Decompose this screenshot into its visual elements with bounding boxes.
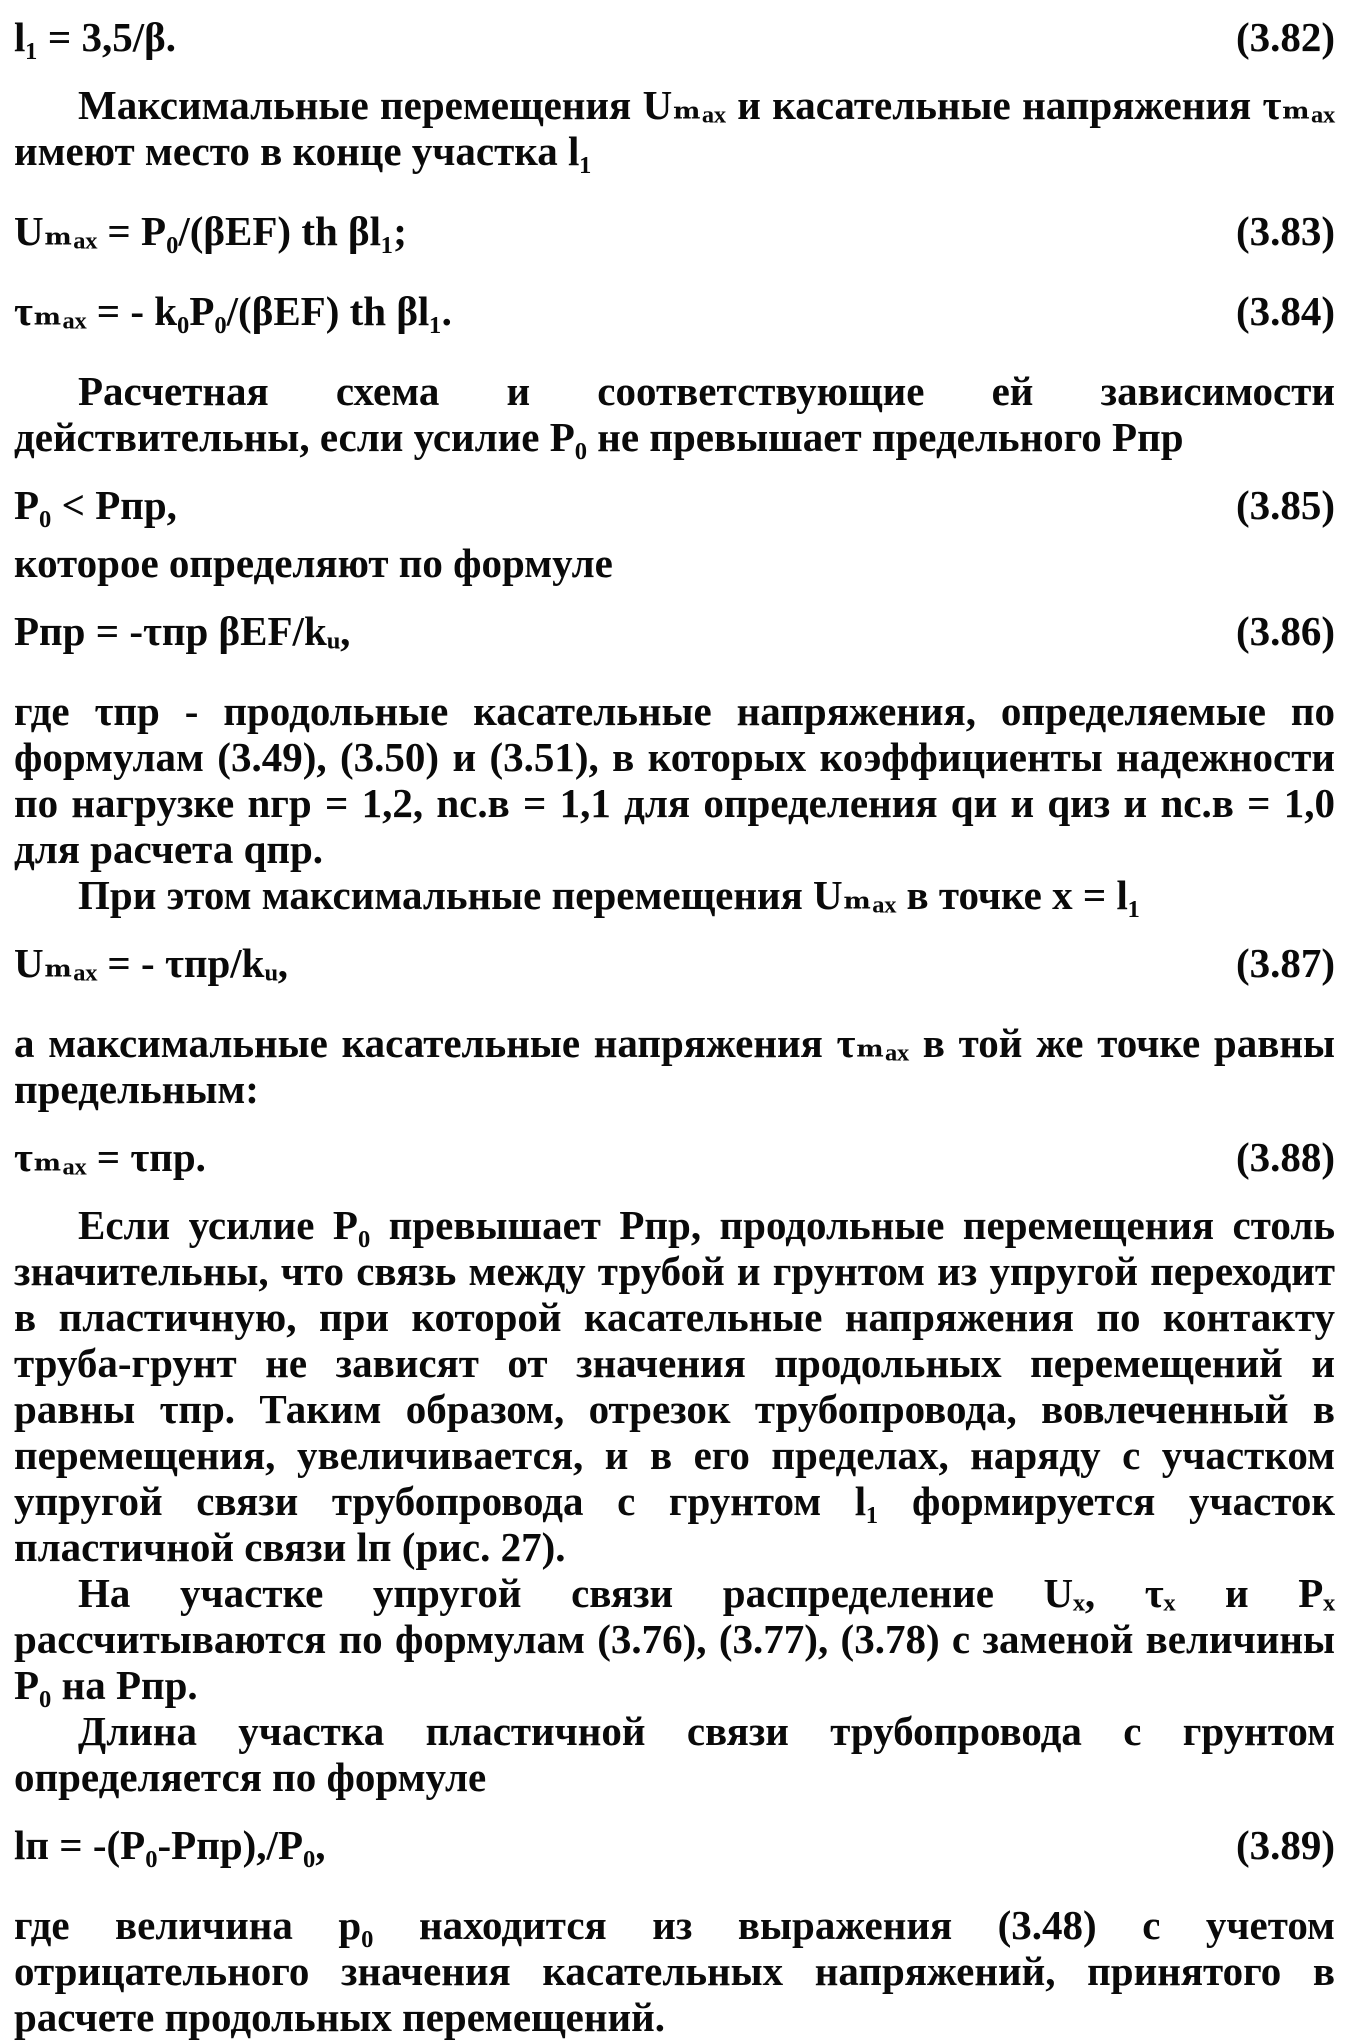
paragraph: Длина участка пластичной связи трубопровода с грунтом определяется по формуле <box>14 1708 1335 1800</box>
equation-number: (3.89) <box>1235 1822 1335 1868</box>
equation-3-83 <box>14 208 1335 254</box>
paragraph: где τпр - продольные касательные напряжения, определяемые по формулам (3.49), (3.50) и (3.51), в которых коэффициенты надежности по нагрузке nгр = 1,2, nс.в = 1,1 для определения qи и qиз и nс.в = 1,0 для расчета qпр. <box>14 688 1335 872</box>
equation-number: (3.83) <box>1235 208 1335 254</box>
equation-formula: P₀ < Pпр, <box>14 482 177 528</box>
equation-3-86 <box>14 608 1335 654</box>
equation-3-85 <box>14 482 1335 528</box>
equation-number: (3.88) <box>1235 1134 1335 1180</box>
paragraph: которое определяют по формуле <box>14 540 613 586</box>
paragraph: Если усилие P₀ превышает Pпр, продольные перемещения столь значительны, что связь между трубой и грунтом из упругой переходит в пластичную, при которой касательные напряжения по контакту труба-грунт не зависят от значения продольных перемещений и равны τпр. Таким образом, отрезок трубопровода, вовлеченный в перемещения, увеличивается, и в его пределах, наряду с участком упругой связи трубопровода с грунтом l₁ формируется участок пластичной связи lп (рис. 27). <box>14 1202 1335 1570</box>
equation-formula: τₘₐₓ = τпр. <box>14 1134 206 1180</box>
equation-formula: lп = -(P₀-Pпр),/P₀, <box>14 1822 326 1868</box>
paragraph: Расчетная схема и соответствующие ей зависимости действительны, если усилие P₀ не превышает предельного Pпр <box>14 368 1335 460</box>
equation-formula: Uₘₐₓ = - τпр/kᵤ, <box>14 940 289 986</box>
equation-number: (3.85) <box>1235 482 1335 528</box>
paragraph: Максимальные перемещения Uₘₐₓ и касательные напряжения τₘₐₓ имеют место в конце участка l₁ <box>14 82 1335 174</box>
paragraph: На участке упругой связи распределение Uₓ, τₓ и Pₓ рассчитываются по формулам (3.76), (3.77), (3.78) с заменой величины P₀ на Pпр. <box>14 1570 1335 1708</box>
equation-number: (3.84) <box>1235 288 1335 334</box>
equation-number: (3.87) <box>1235 940 1335 986</box>
equation-3-88 <box>14 1134 1335 1180</box>
equation-number: (3.82) <box>1235 14 1335 60</box>
equation-3-82 <box>14 14 1335 60</box>
equation-number: (3.86) <box>1235 608 1335 654</box>
paragraph: а максимальные касательные напряжения τₘₐₓ в той же точке равны предельным: <box>14 1020 1335 1112</box>
equation-3-84 <box>14 288 1335 334</box>
equation-formula: l₁ = 3,5/β. <box>14 14 177 60</box>
equation-formula: τₘₐₓ = - k₀P₀/(βEF) th βl₁. <box>14 288 452 334</box>
equation-3-89 <box>14 1822 1335 1868</box>
paragraph: При этом максимальные перемещения Uₘₐₓ в точке x = l₁ <box>78 872 1141 918</box>
paragraph: где величина p₀ находится из выражения (3.48) с учетом отрицательного значения касательных напряжений, принятого в расчете продольных перемещений. <box>14 1902 1335 2040</box>
equation-formula: Pпр = -τпр βEF/kᵤ, <box>14 608 351 654</box>
equation-3-87 <box>14 940 1335 986</box>
equation-formula: Uₘₐₓ = P₀/(βEF) th βl₁; <box>14 208 407 254</box>
